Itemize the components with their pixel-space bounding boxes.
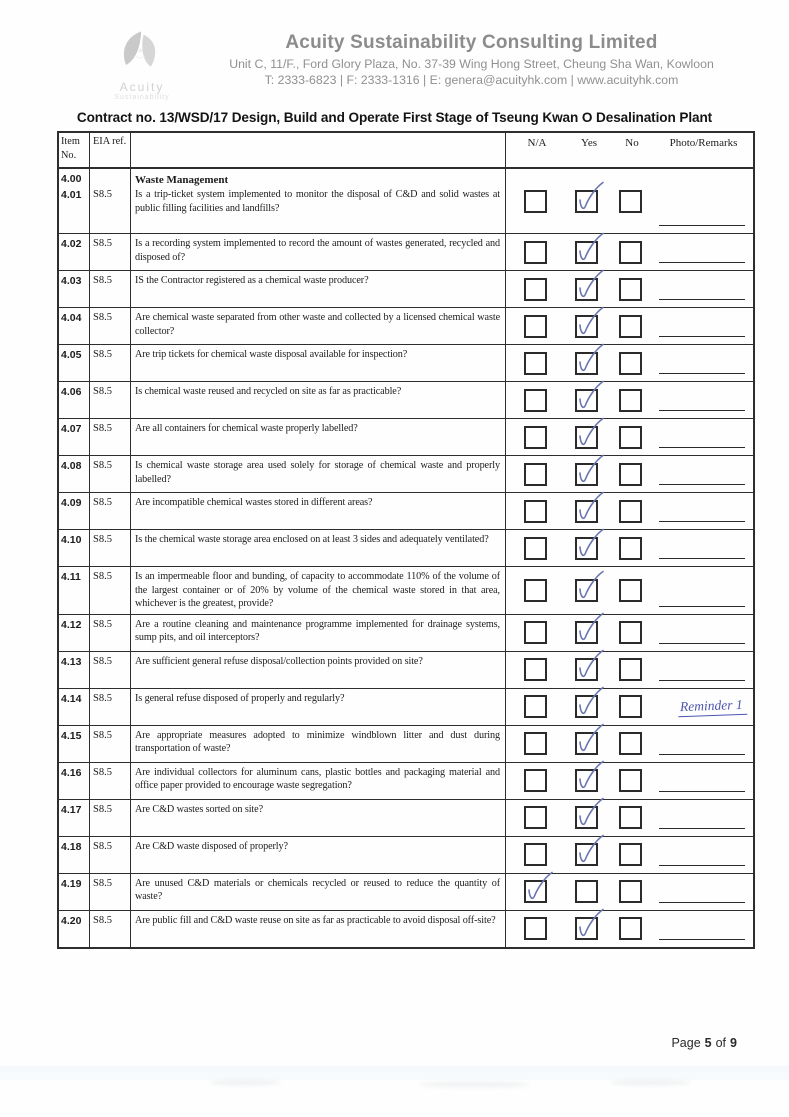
contract-title: Contract no. 13/WSD/17 Design, Build and Operate First Stage of Tseung Kwan O Desalination Plant bbox=[76, 110, 713, 125]
checkbox-na bbox=[524, 352, 547, 375]
row-question: Are C&D waste disposed of properly? bbox=[135, 840, 288, 852]
table-row bbox=[59, 614, 753, 651]
checkbox-no bbox=[619, 880, 642, 903]
checkbox-yes bbox=[575, 315, 598, 338]
row-question: Are unused C&D materials or chemicals recycled or reused to reduce the quantity of waste? bbox=[135, 877, 500, 903]
row-question: Is general refuse disposed of properly and regularly? bbox=[135, 692, 345, 704]
scan-smudge bbox=[420, 1082, 530, 1087]
row-item-no: 4.13 bbox=[61, 655, 82, 668]
photo-remarks-area bbox=[642, 763, 753, 799]
checkbox-no bbox=[619, 190, 642, 213]
company-address: Unit C, 11/F., Ford Glory Plaza, No. 37-39 Wing Hong Street, Cheung Sha Wan, Kowloon bbox=[229, 57, 714, 71]
checkbox-no bbox=[619, 500, 642, 523]
checkbox-no bbox=[619, 389, 642, 412]
tick-mark-icon bbox=[575, 686, 605, 722]
row-item-no: 4.02 bbox=[61, 238, 82, 250]
checkbox-yes bbox=[575, 695, 598, 718]
row-eia-ref: S8.5 bbox=[93, 655, 112, 667]
photo-remarks-line bbox=[659, 680, 745, 681]
tick-mark-icon bbox=[575, 269, 605, 305]
checkbox-na bbox=[524, 732, 547, 755]
photo-remarks-area bbox=[642, 456, 753, 492]
table-row bbox=[59, 455, 753, 492]
remark-handwritten: Reminder 1 bbox=[678, 697, 747, 717]
checkbox-na bbox=[524, 658, 547, 681]
checkbox-no bbox=[619, 352, 642, 375]
photo-remarks-area bbox=[642, 689, 753, 725]
checkbox-na bbox=[524, 769, 547, 792]
row-item-no: 4.12 bbox=[61, 618, 82, 631]
column-header-item-no: Item No. bbox=[59, 133, 90, 167]
row-question: Are appropriate measures adopted to minimize windblown litter and dust during transportation of waste? bbox=[135, 729, 500, 755]
row-question: Is a trip-ticket system implemented to monitor the disposal of C&D and solid wastes at public filling facilities and landfills? bbox=[135, 189, 500, 214]
row-eia-ref: S8.5 bbox=[93, 189, 112, 200]
photo-remarks-area bbox=[642, 800, 753, 836]
row-item-no: 4.08 bbox=[61, 460, 82, 472]
checkbox-no bbox=[619, 278, 642, 301]
checkbox-no bbox=[619, 917, 642, 940]
row-eia-ref: S8.5 bbox=[93, 766, 112, 778]
section-title: Waste Management bbox=[135, 174, 229, 186]
row-item-no: 4.19 bbox=[61, 877, 82, 890]
table-row bbox=[59, 836, 753, 873]
row-question: Is the chemical waste storage area enclosed on at least 3 sides and adequately ventilated? bbox=[135, 534, 489, 545]
tick-mark-icon bbox=[575, 343, 605, 379]
photo-remarks-line bbox=[659, 754, 745, 755]
checkbox-no bbox=[619, 241, 642, 264]
tick-mark-icon bbox=[575, 834, 605, 870]
row-question: Are incompatible chemical wastes stored in different areas? bbox=[135, 497, 373, 508]
row-eia-ref: S8.5 bbox=[93, 534, 112, 545]
table-row bbox=[59, 233, 753, 270]
checkbox-yes bbox=[575, 352, 598, 375]
tick-mark-icon bbox=[575, 570, 605, 606]
photo-remarks-line bbox=[659, 484, 745, 485]
row-question: Are trip tickets for chemical waste disposal available for inspection? bbox=[135, 349, 408, 360]
checkbox-yes bbox=[575, 389, 598, 412]
table-row bbox=[59, 651, 753, 688]
photo-remarks-line bbox=[659, 521, 745, 522]
checkbox-yes bbox=[575, 843, 598, 866]
page-total: 9 bbox=[730, 1036, 737, 1050]
row-question: IS the Contractor registered as a chemical waste producer? bbox=[135, 275, 369, 286]
photo-remarks-line bbox=[659, 373, 745, 374]
tick-mark-icon bbox=[575, 232, 605, 268]
photo-remarks-line bbox=[659, 865, 745, 866]
row-item-no: 4.10 bbox=[61, 534, 82, 546]
row-item-no: 4.04 bbox=[61, 312, 82, 324]
row-question: Is chemical waste reused and recycled on site as far as practicable? bbox=[135, 386, 402, 397]
checkbox-no bbox=[619, 315, 642, 338]
photo-remarks-area bbox=[642, 874, 753, 910]
tick-mark-icon bbox=[575, 908, 605, 944]
row-item-no: 4.20 bbox=[61, 914, 82, 927]
checkbox-no bbox=[619, 463, 642, 486]
tick-mark-icon bbox=[575, 797, 605, 833]
checkbox-yes bbox=[575, 537, 598, 560]
row-eia-ref: S8.5 bbox=[93, 497, 112, 508]
checkbox-no bbox=[619, 769, 642, 792]
tick-mark-icon bbox=[575, 417, 605, 453]
row-question: Is a recording system implemented to record the amount of wastes generated, recycled and disposed of? bbox=[135, 238, 500, 263]
row-item-no: 4.16 bbox=[61, 766, 82, 779]
checkbox-no bbox=[619, 843, 642, 866]
checkbox-na bbox=[524, 621, 547, 644]
acuity-leaf-logo-icon bbox=[106, 27, 178, 79]
photo-remarks-area bbox=[642, 234, 753, 270]
row-question: Are chemical waste separated from other waste and collected by a licensed chemical waste collector? bbox=[135, 312, 500, 337]
checkbox-no bbox=[619, 732, 642, 755]
checkbox-no bbox=[619, 579, 642, 602]
checkbox-yes bbox=[575, 426, 598, 449]
row-question: Are public fill and C&D waste reuse on site as far as practicable to avoid disposal off-site? bbox=[135, 914, 496, 926]
company-contact: T: 2333-6823 | F: 2333-1316 | E: genera@acuityhk.com | www.acuityhk.com bbox=[264, 73, 679, 87]
table-row bbox=[59, 344, 753, 381]
logo-text-primary: Acuity bbox=[119, 80, 165, 94]
photo-remarks-line bbox=[659, 828, 745, 829]
checkbox-na bbox=[524, 880, 547, 903]
tick-mark-icon bbox=[575, 612, 605, 648]
checkbox-no bbox=[619, 621, 642, 644]
row-item-no: 4.06 bbox=[61, 386, 82, 398]
row-item-no: 4.15 bbox=[61, 729, 82, 742]
checkbox-na bbox=[524, 315, 547, 338]
company-name: Acuity Sustainability Consulting Limited bbox=[285, 32, 658, 53]
checkbox-na bbox=[524, 241, 547, 264]
photo-remarks-line bbox=[659, 902, 745, 903]
row-question: Is an impermeable floor and bunding, of capacity to accommodate 110% of the volume of the largest container or of 20% by volume of the chemical waste stored in that area, whichever is the greatest, provide? bbox=[135, 571, 500, 610]
row-item-no: 4.01 bbox=[61, 189, 82, 201]
row-eia-ref: S8.5 bbox=[93, 238, 112, 249]
checkbox-na bbox=[524, 843, 547, 866]
letterhead-text bbox=[192, 32, 789, 101]
checkbox-yes bbox=[575, 241, 598, 264]
photo-remarks-area bbox=[642, 382, 753, 418]
page-label: Page bbox=[671, 1036, 701, 1050]
row-question: Are a routine cleaning and maintenance programme implemented for drainage systems, sump pits, and oil interceptors? bbox=[135, 618, 500, 644]
table-header-row bbox=[59, 133, 753, 167]
checkbox-yes bbox=[575, 880, 598, 903]
checkbox-no bbox=[619, 806, 642, 829]
photo-remarks-area bbox=[642, 615, 753, 651]
tick-mark-icon bbox=[575, 491, 605, 527]
row-eia-ref: S8.5 bbox=[93, 840, 112, 852]
photo-remarks-area bbox=[642, 726, 753, 762]
checkbox-no bbox=[619, 695, 642, 718]
column-header-no: No bbox=[625, 137, 639, 149]
row-item-no: 4.03 bbox=[61, 275, 82, 287]
photo-remarks-area bbox=[642, 493, 753, 529]
tick-mark-icon bbox=[575, 181, 605, 217]
checkbox-na bbox=[524, 190, 547, 213]
checkbox-yes bbox=[575, 463, 598, 486]
photo-remarks-line bbox=[659, 299, 745, 300]
photo-remarks-area bbox=[642, 419, 753, 455]
checkbox-yes bbox=[575, 621, 598, 644]
tick-mark-icon bbox=[575, 306, 605, 342]
tick-mark-icon bbox=[575, 723, 605, 759]
column-header-photo-remarks: Photo/Remarks bbox=[669, 137, 738, 149]
row-question: Are all containers for chemical waste properly labelled? bbox=[135, 423, 358, 434]
photo-remarks-area bbox=[642, 567, 753, 614]
photo-remarks-line bbox=[659, 225, 745, 226]
row-eia-ref: S8.5 bbox=[93, 423, 112, 434]
table-row bbox=[59, 529, 753, 566]
column-header-eia-ref: EIA ref. bbox=[90, 133, 131, 167]
scan-smudge bbox=[210, 1080, 280, 1085]
table-row bbox=[59, 725, 753, 762]
row-eia-ref: S8.5 bbox=[93, 914, 112, 926]
photo-remarks-line bbox=[659, 410, 745, 411]
photo-remarks-area bbox=[642, 911, 753, 947]
table-row bbox=[59, 873, 753, 910]
row-question: Are individual collectors for aluminum cans, plastic bottles and packaging material and office paper provided to encourage waste segregation? bbox=[135, 766, 500, 792]
checkbox-na bbox=[524, 695, 547, 718]
checkbox-na bbox=[524, 806, 547, 829]
table-row bbox=[59, 418, 753, 455]
photo-remarks-area bbox=[642, 271, 753, 307]
column-header-answers bbox=[506, 133, 753, 167]
checkbox-na bbox=[524, 463, 547, 486]
photo-remarks-line bbox=[659, 643, 745, 644]
checkbox-na bbox=[524, 579, 547, 602]
row-eia-ref: S8.5 bbox=[93, 460, 112, 471]
of-label: of bbox=[715, 1036, 727, 1050]
row-eia-ref: S8.5 bbox=[93, 349, 112, 360]
checkbox-yes bbox=[575, 190, 598, 213]
checkbox-yes bbox=[575, 579, 598, 602]
checkbox-na bbox=[524, 278, 547, 301]
page-current: 5 bbox=[704, 1036, 712, 1050]
photo-remarks-line bbox=[659, 447, 745, 448]
tick-mark-icon bbox=[575, 454, 605, 490]
row-item-no: 4.14 bbox=[61, 692, 82, 705]
checkbox-yes bbox=[575, 732, 598, 755]
company-logo bbox=[92, 27, 192, 101]
table-row bbox=[59, 566, 753, 614]
checkbox-yes bbox=[575, 278, 598, 301]
checkbox-yes bbox=[575, 917, 598, 940]
checkbox-yes bbox=[575, 806, 598, 829]
tick-mark-icon bbox=[575, 760, 605, 796]
tick-mark-icon bbox=[575, 528, 605, 564]
photo-remarks-line bbox=[659, 791, 745, 792]
checkbox-na bbox=[524, 426, 547, 449]
checkbox-no bbox=[619, 426, 642, 449]
table-row bbox=[59, 688, 753, 725]
table-row bbox=[59, 492, 753, 529]
row-eia-ref: S8.5 bbox=[93, 618, 112, 630]
tick-mark-icon bbox=[575, 380, 605, 416]
photo-remarks-area bbox=[642, 837, 753, 873]
scan-artifact-band bbox=[0, 1066, 789, 1080]
tick-mark-icon bbox=[524, 871, 554, 907]
column-header-na: N/A bbox=[527, 137, 547, 149]
row-item-no: 4.09 bbox=[61, 497, 82, 509]
photo-remarks-area bbox=[642, 308, 753, 344]
row-item-no: 4.05 bbox=[61, 349, 82, 361]
photo-remarks-area bbox=[642, 652, 753, 688]
table-row bbox=[59, 307, 753, 344]
logo-text-secondary: Sustainability bbox=[114, 94, 170, 101]
table-row bbox=[59, 799, 753, 836]
checkbox-yes bbox=[575, 500, 598, 523]
checkbox-yes bbox=[575, 769, 598, 792]
checkbox-na bbox=[524, 389, 547, 412]
checkbox-na bbox=[524, 917, 547, 940]
row-question: Are sufficient general refuse disposal/collection points provided on site? bbox=[135, 655, 423, 667]
checklist-table bbox=[57, 131, 755, 949]
photo-remarks-area bbox=[642, 169, 753, 233]
row-item-no: 4.07 bbox=[61, 423, 82, 435]
table-row bbox=[59, 910, 753, 947]
row-question: Are C&D wastes sorted on site? bbox=[135, 803, 263, 815]
photo-remarks-line bbox=[659, 558, 745, 559]
row-eia-ref: S8.5 bbox=[93, 275, 112, 286]
photo-remarks-line bbox=[659, 336, 745, 337]
row-question: Is chemical waste storage area used solely for storage of chemical waste and properly labelled? bbox=[135, 460, 500, 485]
column-header-yes: Yes bbox=[580, 137, 597, 149]
row-eia-ref: S8.5 bbox=[93, 877, 112, 889]
checkbox-no bbox=[619, 658, 642, 681]
table-row bbox=[59, 381, 753, 418]
photo-remarks-area bbox=[642, 530, 753, 566]
checkbox-na bbox=[524, 500, 547, 523]
tick-mark-icon bbox=[575, 649, 605, 685]
photo-remarks-line bbox=[659, 606, 745, 607]
row-item-no: 4.17 bbox=[61, 803, 82, 816]
row-eia-ref: S8.5 bbox=[93, 386, 112, 397]
checkbox-no bbox=[619, 537, 642, 560]
table-row bbox=[59, 762, 753, 799]
row-eia-ref: S8.5 bbox=[93, 729, 112, 741]
photo-remarks-line bbox=[659, 262, 745, 263]
table-row bbox=[59, 270, 753, 307]
row-eia-ref: S8.5 bbox=[93, 571, 112, 582]
page-footer bbox=[671, 1036, 737, 1050]
scan-smudge bbox=[610, 1080, 690, 1085]
photo-remarks-line bbox=[659, 939, 745, 940]
checkbox-yes bbox=[575, 658, 598, 681]
photo-remarks-area bbox=[642, 345, 753, 381]
row-eia-ref: S8.5 bbox=[93, 803, 112, 815]
row-item-no: 4.18 bbox=[61, 840, 82, 853]
table-row bbox=[59, 167, 753, 233]
row-eia-ref: S8.5 bbox=[93, 692, 112, 704]
row-eia-ref: S8.5 bbox=[93, 312, 112, 323]
column-header-question bbox=[131, 133, 506, 167]
letterhead bbox=[0, 0, 789, 101]
checkbox-na bbox=[524, 537, 547, 560]
checklist-rows bbox=[59, 167, 753, 947]
row-item-no: 4.11 bbox=[61, 571, 81, 583]
section-item-no: 4.00 bbox=[61, 173, 82, 185]
